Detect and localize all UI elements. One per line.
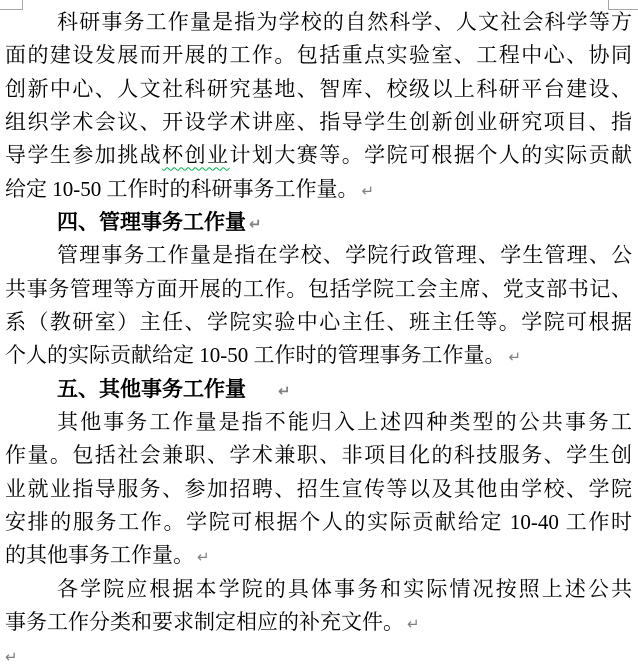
doc-line-text: 事务工作分类和要求制定相应的补充文件。 [5, 609, 404, 634]
doc-line [5, 473, 632, 506]
paragraph-mark-icon: ↵ [249, 214, 262, 233]
paragraph-mark-icon: ↵ [508, 348, 522, 367]
document-body [5, 6, 632, 672]
doc-line [5, 339, 632, 372]
heading-text: 四、管理事务工作量 [57, 209, 246, 234]
doc-line-text: 创新中心、人文社科研究基地、智库、校级以上科研平台建设、 [5, 76, 632, 101]
doc-line [5, 139, 632, 172]
doc-line [5, 73, 632, 106]
doc-line-empty [5, 639, 632, 672]
doc-line-text: 管理事务工作量是指在学校、学院行政管理、学生管理、公 [57, 243, 632, 268]
doc-line [5, 106, 632, 139]
heading-text: 五、其他事务工作量 [57, 376, 246, 401]
doc-line [5, 39, 632, 72]
doc-line-text: 组织学术会议、开设学术讲座、指导学生创新创业研究项目、指 [5, 109, 632, 134]
doc-line-text: 面的建设发展而开展的工作。包括重点实验室、工程中心、协同 [5, 43, 632, 68]
doc-line [5, 239, 632, 272]
doc-line-text: 其他事务工作量是指不能归入上述四种类型的公共事务工 [57, 409, 632, 434]
doc-line [5, 606, 632, 639]
doc-line [5, 506, 632, 539]
doc-line [5, 406, 632, 439]
doc-line-text: 计划大赛等。学院可根据个人的实际贡献 [229, 143, 633, 168]
doc-line [5, 439, 632, 472]
paragraph-mark-icon: ↵ [197, 548, 210, 567]
doc-line-text: 的其他事务工作量。 [5, 543, 194, 568]
doc-line-text: 作量。包括社会兼职、学术兼职、非项目化的科技服务、学生创 [5, 443, 632, 468]
doc-line-text: 各学院应根据本学院的具体事务和实际情况按照上述公共 [57, 576, 632, 601]
heading-section-4 [5, 206, 632, 239]
doc-line [5, 6, 632, 39]
doc-line-text: 导学生参加挑战 [5, 143, 163, 168]
paragraph-mark-icon: ↵ [361, 181, 375, 200]
doc-line-text: 业就业指导服务、参加招聘、招生宣传等以及其他由学校、学院 [5, 476, 632, 501]
paragraph-mark-icon: ↵ [278, 381, 291, 400]
paragraph-mark-icon: ↵ [5, 648, 18, 667]
doc-line-text: 系（教研室）主任、学院实验中心主任、班主任等。学院可根据 [5, 309, 632, 334]
doc-line [5, 539, 632, 572]
doc-line [5, 173, 632, 206]
doc-line [5, 306, 632, 339]
doc-line [5, 273, 632, 306]
doc-line-text: 个人的实际贡献给定 10-50 工作时的管理事务工作量。 [5, 343, 506, 368]
paragraph-mark-icon: ↵ [407, 614, 420, 633]
doc-line-text: 安排的服务工作。学院可根据个人的实际贡献给定 10-40 工作时 [5, 509, 632, 534]
doc-line-text: 共事务管理等方面开展的工作。包括学院工会主席、党支部书记、 [5, 276, 632, 301]
heading-section-5 [5, 373, 632, 406]
doc-line-text: 科研事务工作量是指为学校的自然科学、人文社会科学等方 [57, 10, 632, 34]
doc-line [5, 573, 632, 606]
spellcheck-wavy-underline-text: 杯创业 [162, 143, 230, 168]
doc-line-text: 给定 10-50 工作时的科研事务工作量。 [5, 176, 359, 201]
